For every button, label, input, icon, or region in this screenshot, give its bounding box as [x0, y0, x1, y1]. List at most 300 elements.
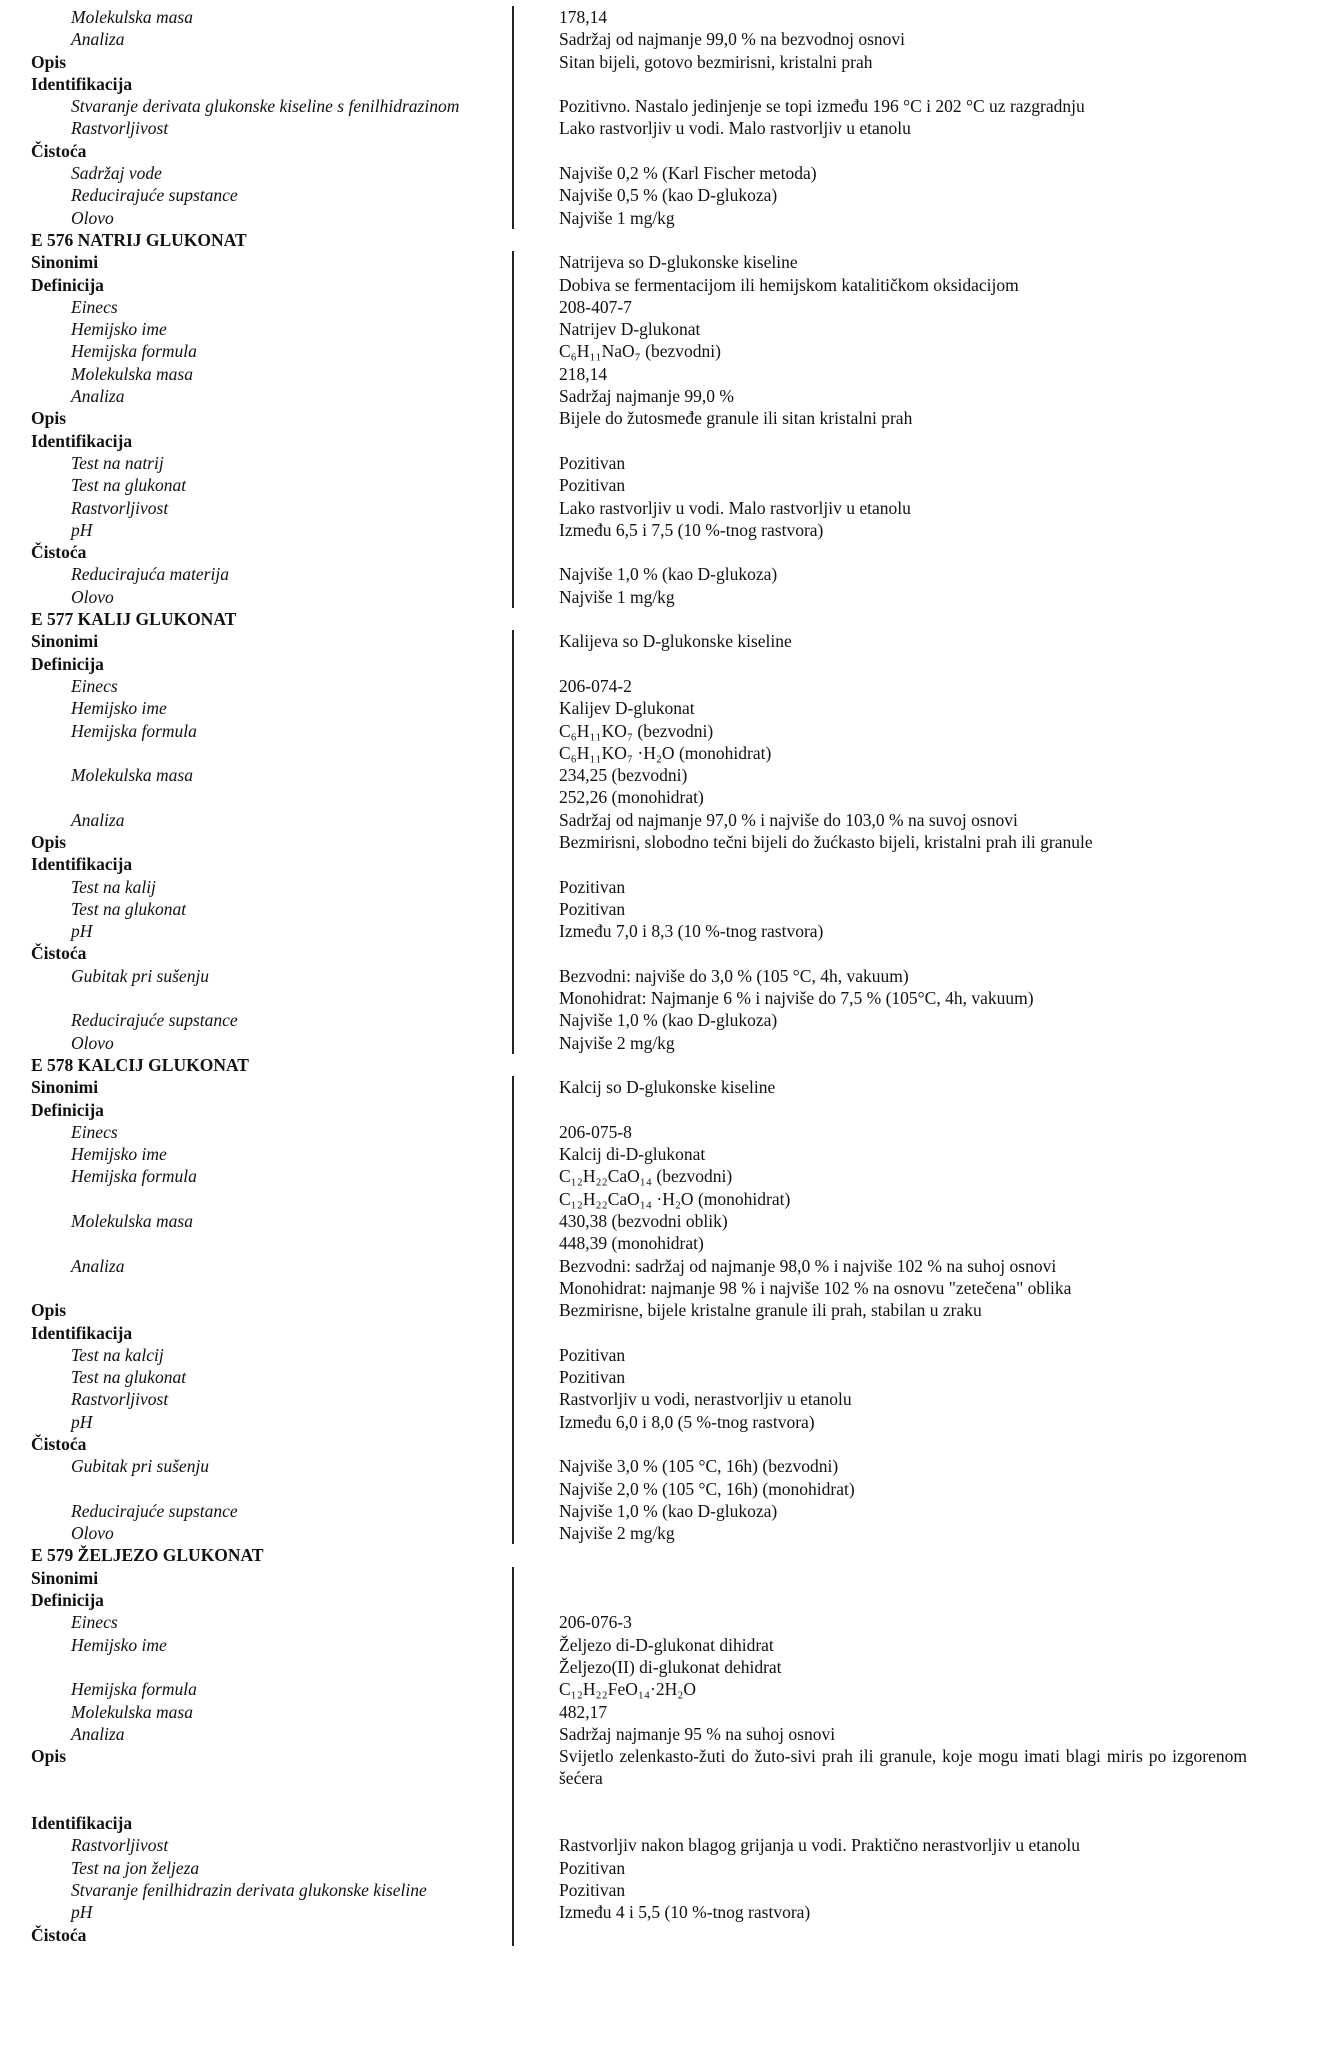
- spec-label: Einecs: [71, 675, 118, 696]
- spec-label: Sinonimi: [31, 252, 99, 273]
- column-divider: [512, 140, 559, 162]
- spec-label: Stvaranje fenilhidrazin derivata glukonske kiseline: [71, 1879, 427, 1900]
- spec-value-line: Kalijeva so D-glukonske kiseline: [559, 631, 792, 652]
- spec-value: [559, 1121, 1294, 1143]
- spec-value: [559, 1589, 1294, 1611]
- spec-label: Reducirajuće supstance: [71, 1010, 238, 1031]
- spec-value-line: Najviše 1,0 % (kao D-glukoza): [559, 564, 778, 585]
- column-divider: [512, 942, 559, 964]
- spec-value-line: Između 6,0 i 8,0 (5 %-tnog rastvora): [559, 1411, 815, 1432]
- section-title: E 577 KALIJ GLUKONAT: [31, 609, 237, 630]
- column-divider: [512, 1812, 559, 1834]
- spec-value: [559, 1076, 1294, 1098]
- section-title: E 579 ŽELJEZO GLUKONAT: [31, 1545, 264, 1566]
- spec-label: Einecs: [71, 1121, 118, 1142]
- spec-row-identifikacija: [0, 430, 1340, 452]
- spec-label: Opis: [31, 408, 67, 429]
- spec-value: [559, 563, 1294, 585]
- spec-row-cistoca: [0, 942, 1340, 964]
- spec-value: [559, 965, 1294, 1010]
- spec-value-line: Pozitivan: [559, 1344, 626, 1365]
- spec-value-line: C₁₂H₂₂FeO₁₄·2H₂O: [559, 1679, 697, 1700]
- spec-row-identifikacija: [0, 853, 1340, 875]
- spec-row-opis: [0, 51, 1340, 73]
- spec-value: [559, 6, 1294, 28]
- spec-value-line: Najviše 0,5 % (kao D-glukoza): [559, 185, 778, 206]
- spec-row-sadrzaj-vode: [0, 162, 1340, 184]
- spec-value-line: Sitan bijeli, gotovo bezmirisni, kristalni prah: [559, 51, 873, 72]
- spec-value-line: Najviše 3,0 % (105 °C, 16h) (bezvodni): [559, 1456, 839, 1477]
- spec-row-einecs: [0, 675, 1340, 697]
- spec-row-sinonimi: [0, 1567, 1340, 1589]
- spec-value: [559, 340, 1294, 362]
- spec-value: [559, 853, 1294, 875]
- column-divider: [512, 95, 559, 117]
- spec-value: [559, 1522, 1294, 1544]
- column-divider: [512, 1366, 559, 1388]
- spec-row-hemijska-formula: [0, 340, 1340, 362]
- spec-label: Molekulska masa: [71, 7, 193, 27]
- spec-label: Hemijsko ime: [71, 1144, 167, 1165]
- spec-value-line: Najviše 2 mg/kg: [559, 1032, 675, 1053]
- column-divider: [512, 430, 559, 452]
- spec-row-gubitak-pri-susenju: [0, 1455, 1340, 1500]
- spec-row-test-na-natrij: [0, 452, 1340, 474]
- spec-value: [559, 1366, 1294, 1388]
- spec-value: [559, 898, 1294, 920]
- spec-value-line: [559, 229, 1247, 251]
- column-divider: [512, 6, 559, 28]
- spec-value-line: Najviše 2 mg/kg: [559, 1523, 675, 1544]
- column-divider: [512, 1054, 559, 1076]
- spec-label: Molekulska masa: [71, 765, 193, 786]
- column-divider: [512, 831, 559, 853]
- spec-row-definicija: [0, 653, 1340, 675]
- column-divider: [512, 1322, 559, 1344]
- spec-value-line: Svijetlo zelenkasto-žuti do žuto-sivi prah ili granule, koje mogu imati blagi miris po izgorenom šećera: [559, 1746, 1247, 1789]
- column-divider: [512, 407, 559, 429]
- column-divider: [512, 73, 559, 95]
- spec-row-cistoca: [0, 1924, 1340, 1946]
- spec-value: [559, 162, 1294, 184]
- column-divider: [512, 251, 559, 273]
- spec-row-opis: [0, 831, 1340, 853]
- column-divider: [512, 519, 559, 541]
- spec-value: [559, 1901, 1294, 1923]
- column-divider: [512, 1143, 559, 1165]
- spec-value: [559, 586, 1294, 608]
- spec-value: [559, 920, 1294, 942]
- spec-label: Hemijsko ime: [71, 319, 167, 340]
- spec-value: [559, 1879, 1294, 1901]
- spec-value: [559, 1411, 1294, 1433]
- spec-label: Opis: [31, 831, 67, 852]
- column-divider: [512, 184, 559, 206]
- spec-label: Test na kalij: [71, 876, 156, 897]
- spec-row-blank: [0, 1790, 1340, 1812]
- spec-value-line: [559, 653, 1247, 675]
- spec-label: pH: [71, 921, 93, 942]
- spec-value-line: 448,39 (monohidrat): [559, 1233, 704, 1254]
- spec-value: [559, 630, 1294, 652]
- spec-value: [559, 407, 1294, 429]
- spec-row-sinonimi: [0, 1076, 1340, 1098]
- column-divider: [512, 1522, 559, 1544]
- spec-label: Reducirajuće supstance: [71, 1500, 238, 1521]
- spec-row-analiza: [0, 28, 1340, 50]
- spec-label: Identifikacija: [31, 1813, 133, 1834]
- spec-row-analiza: [0, 385, 1340, 407]
- section-heading-row: [0, 229, 1340, 251]
- spec-value: [559, 430, 1294, 452]
- spec-value-line: Bezmirisne, bijele kristalne granule ili prah, stabilan u zraku: [559, 1300, 982, 1321]
- spec-value: [559, 1723, 1294, 1745]
- spec-value-line: Željezo(II) di-glukonat dehidrat: [559, 1656, 782, 1677]
- spec-value-line: [559, 1099, 1247, 1121]
- spec-value: [559, 1299, 1294, 1321]
- spec-value-line: [559, 853, 1247, 875]
- spec-label: Molekulska masa: [71, 1701, 193, 1722]
- spec-row-einecs: [0, 1121, 1340, 1143]
- spec-value: [559, 1924, 1294, 1946]
- spec-value: [559, 318, 1294, 340]
- spec-row-einecs: [0, 296, 1340, 318]
- column-divider: [512, 162, 559, 184]
- spec-value-line: 252,26 (monohidrat): [559, 787, 704, 808]
- spec-value-line: C₆H₁₁NaO₇ (bezvodni): [559, 341, 721, 362]
- column-divider: [512, 117, 559, 139]
- column-divider: [512, 340, 559, 362]
- column-divider: [512, 1121, 559, 1143]
- column-divider: [512, 563, 559, 585]
- column-divider: [512, 207, 559, 229]
- spec-value: [559, 1032, 1294, 1054]
- spec-row-reducirajuce-supstance: [0, 184, 1340, 206]
- spec-row-definicija: [0, 1099, 1340, 1121]
- spec-row-hemijsko-ime: [0, 318, 1340, 340]
- spec-value-line: 218,14: [559, 363, 608, 384]
- spec-row-identifikacija: [0, 1812, 1340, 1834]
- spec-label: Hemijska formula: [71, 341, 197, 362]
- spec-row-identifikacija: [0, 73, 1340, 95]
- spec-row-einecs: [0, 1611, 1340, 1633]
- column-divider: [512, 1099, 559, 1121]
- spec-row-reducirajuca-materija: [0, 563, 1340, 585]
- spec-value-line: [559, 430, 1247, 452]
- spec-label: Sinonimi: [31, 1077, 99, 1098]
- spec-row-hemijsko-ime: [0, 1634, 1340, 1679]
- column-divider: [512, 296, 559, 318]
- column-divider: [512, 586, 559, 608]
- column-divider: [512, 474, 559, 496]
- spec-value: [559, 1544, 1294, 1566]
- spec-row-opis: [0, 1745, 1340, 1790]
- spec-value: [559, 207, 1294, 229]
- spec-row-definicija: [0, 1589, 1340, 1611]
- spec-row-hemijsko-ime: [0, 697, 1340, 719]
- spec-label: Test na glukonat: [71, 1367, 187, 1388]
- spec-label: Stvaranje derivata glukonske kiseline s fenilhidrazinom: [71, 96, 460, 117]
- spec-value-line: Između 6,5 i 7,5 (10 %-tnog rastvora): [559, 519, 824, 540]
- spec-value-line: Rastvorljiv nakon blagog grijanja u vodi. Praktično nerastvorljiv u etanolu: [559, 1835, 1081, 1856]
- spec-row-test-na-glukonat: [0, 474, 1340, 496]
- spec-value: [559, 720, 1294, 765]
- spec-row-olovo: [0, 1522, 1340, 1544]
- spec-value-line: [559, 608, 1247, 630]
- spec-row-ph: [0, 1901, 1340, 1923]
- column-divider: [512, 1255, 559, 1300]
- spec-value-line: Pozitivan: [559, 452, 626, 473]
- spec-label: Čistoća: [31, 542, 87, 563]
- spec-label: Opis: [31, 51, 67, 72]
- spec-value: [559, 51, 1294, 73]
- spec-value: [559, 296, 1294, 318]
- spec-value: [559, 73, 1294, 95]
- spec-row-molekulska-masa: [0, 6, 1340, 28]
- spec-value-line: 206-076-3: [559, 1612, 632, 1633]
- spec-value: [559, 1165, 1294, 1210]
- column-divider: [512, 1388, 559, 1410]
- column-divider: [512, 1701, 559, 1723]
- column-divider: [512, 1210, 559, 1255]
- spec-row-olovo: [0, 586, 1340, 608]
- spec-value-line: [559, 942, 1247, 964]
- spec-row-ph: [0, 920, 1340, 942]
- spec-label: Analiza: [71, 1723, 125, 1744]
- column-divider: [512, 1790, 559, 1812]
- spec-row-opis: [0, 1299, 1340, 1321]
- column-divider: [512, 1611, 559, 1633]
- spec-value: [559, 452, 1294, 474]
- spec-value: [559, 1099, 1294, 1121]
- spec-value-line: Monohidrat: Najmanje 6 % i najviše do 7,5 % (105°C, 4h, vakuum): [559, 988, 1034, 1009]
- spec-row-analiza: [0, 809, 1340, 831]
- spec-value: [559, 1567, 1294, 1589]
- spec-value-line: Sadržaj od najmanje 97,0 % i najviše do 103,0 % na suvoj osnovi: [559, 809, 1018, 830]
- spec-value-line: [559, 1812, 1247, 1834]
- spec-value-line: Bezvodni: najviše do 3,0 % (105 °C, 4h, vakuum): [559, 965, 909, 986]
- spec-row-ph: [0, 519, 1340, 541]
- spec-value-line: Najviše 0,2 % (Karl Fischer metoda): [559, 163, 817, 184]
- section-heading-row: [0, 608, 1340, 630]
- spec-value: [559, 1678, 1294, 1700]
- spec-value-line: Najviše 1,0 % (kao D-glukoza): [559, 1010, 778, 1031]
- spec-value: [559, 95, 1294, 117]
- column-divider: [512, 1678, 559, 1700]
- column-divider: [512, 608, 559, 630]
- spec-row-hemijsko-ime: [0, 1143, 1340, 1165]
- spec-value-line: 234,25 (bezvodni): [559, 765, 688, 786]
- spec-label: Reducirajuća materija: [71, 564, 229, 585]
- spec-value-line: Sadržaj najmanje 95 % na suhoj osnovi: [559, 1723, 836, 1744]
- spec-value: [559, 809, 1294, 831]
- spec-value: [559, 1433, 1294, 1455]
- spec-value-line: 206-074-2: [559, 675, 632, 696]
- spec-value: [559, 1634, 1294, 1679]
- column-divider: [512, 1745, 559, 1790]
- spec-value: [559, 1344, 1294, 1366]
- spec-label: Test na natrij: [71, 452, 164, 473]
- spec-value-line: Dobiva se fermentacijom ili hemijskom katalitičkom oksidacijom: [559, 274, 1019, 295]
- spec-value-line: [559, 140, 1247, 162]
- spec-label: Analiza: [71, 386, 125, 407]
- column-divider: [512, 1032, 559, 1054]
- spec-label: Molekulska masa: [71, 1211, 193, 1232]
- spec-value-line: Bezmirisni, slobodno tečni bijeli do žućkasto bijeli, kristalni prah ili granule: [559, 831, 1093, 852]
- column-divider: [512, 1879, 559, 1901]
- spec-value: [559, 1611, 1294, 1633]
- column-divider: [512, 764, 559, 809]
- spec-label: Sadržaj vode: [71, 163, 162, 184]
- spec-label: Definicija: [31, 274, 104, 295]
- spec-value: [559, 363, 1294, 385]
- spec-value-line: Lako rastvorljiv u vodi. Malo rastvorljiv u etanolu: [559, 118, 911, 139]
- spec-row-molekulska-masa: [0, 363, 1340, 385]
- spec-value: [559, 764, 1294, 809]
- spec-value: [559, 697, 1294, 719]
- spec-label: Reducirajuće supstance: [71, 185, 238, 206]
- spec-value: [559, 942, 1294, 964]
- spec-row-test-na-kalij: [0, 876, 1340, 898]
- spec-row-cistoca: [0, 140, 1340, 162]
- spec-value-line: C₁₂H₂₂CaO₁₄ ·H₂O (monohidrat): [559, 1188, 791, 1209]
- column-divider: [512, 1589, 559, 1611]
- column-divider: [512, 1901, 559, 1923]
- spec-row-opis: [0, 407, 1340, 429]
- spec-label: Opis: [31, 1300, 67, 1321]
- spec-value-line: [559, 541, 1247, 563]
- spec-row-rastvorljivost: [0, 1834, 1340, 1856]
- spec-value: [559, 1455, 1294, 1500]
- spec-label: pH: [71, 519, 93, 540]
- spec-value-line: [559, 73, 1247, 95]
- spec-label: Analiza: [71, 809, 125, 830]
- column-divider: [512, 720, 559, 765]
- spec-value-line: [559, 1433, 1247, 1455]
- spec-value: [559, 28, 1294, 50]
- spec-value-line: [559, 1924, 1247, 1946]
- spec-value: [559, 1701, 1294, 1723]
- spec-value-line: C₆H₁₁KO₇ ·H₂O (monohidrat): [559, 742, 772, 763]
- spec-value: [559, 1255, 1294, 1300]
- spec-label: Molekulska masa: [71, 363, 193, 384]
- spec-value: [559, 1143, 1294, 1165]
- document-page: [0, 6, 1340, 1946]
- column-divider: [512, 898, 559, 920]
- spec-value-line: Kalcij so D-glukonske kiseline: [559, 1077, 776, 1098]
- spec-value: [559, 608, 1294, 630]
- spec-value: [559, 1388, 1294, 1410]
- column-divider: [512, 1076, 559, 1098]
- column-divider: [512, 630, 559, 652]
- spec-row-rastvorljivost: [0, 117, 1340, 139]
- spec-value: [559, 251, 1294, 273]
- column-divider: [512, 1857, 559, 1879]
- spec-label: Hemijska formula: [71, 720, 197, 741]
- spec-row-identifikacija: [0, 1322, 1340, 1344]
- section-title: E 576 NATRIJ GLUKONAT: [31, 229, 247, 250]
- spec-value: [559, 675, 1294, 697]
- column-divider: [512, 497, 559, 519]
- spec-label: Hemijska formula: [71, 1166, 197, 1187]
- column-divider: [512, 28, 559, 50]
- spec-value-line: Pozitivno. Nastalo jedinjenje se topi između 196 °C i 202 °C uz razgradnju: [559, 96, 1085, 117]
- column-divider: [512, 363, 559, 385]
- spec-value-line: Monohidrat: najmanje 98 % i najviše 102 % na osnovu "zetečena" oblika: [559, 1277, 1072, 1298]
- spec-label: Test na glukonat: [71, 898, 187, 919]
- spec-value-line: Natrijev D-glukonat: [559, 319, 701, 340]
- spec-label: Einecs: [71, 1612, 118, 1633]
- spec-row-gubitak-pri-susenju: [0, 965, 1340, 1010]
- spec-value: [559, 474, 1294, 496]
- column-divider: [512, 1834, 559, 1856]
- spec-label: Test na glukonat: [71, 475, 187, 496]
- spec-label: Olovo: [71, 1032, 114, 1053]
- spec-label: Gubitak pri sušenju: [71, 965, 210, 986]
- spec-value-line: C₆H₁₁KO₇ (bezvodni): [559, 720, 714, 741]
- column-divider: [512, 541, 559, 563]
- spec-value: [559, 274, 1294, 296]
- spec-value: [559, 1054, 1294, 1076]
- spec-label: Analiza: [71, 1255, 125, 1276]
- spec-row-test-na-glukonat: [0, 898, 1340, 920]
- spec-value-line: Najviše 1 mg/kg: [559, 207, 675, 228]
- column-divider: [512, 1344, 559, 1366]
- spec-value-line: Željezo di-D-glukonat dihidrat: [559, 1634, 774, 1655]
- column-divider: [512, 653, 559, 675]
- spec-row-hemijska-formula: [0, 1678, 1340, 1700]
- spec-value-line: Sadržaj od najmanje 99,0 % na bezvodnoj osnovi: [559, 29, 906, 50]
- spec-value: [559, 876, 1294, 898]
- spec-value-line: Kalcij di-D-glukonat: [559, 1144, 706, 1165]
- spec-value: [559, 1210, 1294, 1255]
- spec-row-cistoca: [0, 1433, 1340, 1455]
- column-divider: [512, 452, 559, 474]
- spec-value-line: Bijele do žutosmeđe granule ili sitan kristalni prah: [559, 408, 913, 429]
- spec-label: Olovo: [71, 207, 114, 228]
- spec-value: [559, 519, 1294, 541]
- spec-value: [559, 184, 1294, 206]
- spec-value: [559, 1834, 1294, 1856]
- spec-value-line: 430,38 (bezvodni oblik): [559, 1211, 728, 1232]
- spec-value-line: C₁₂H₂₂CaO₁₄ (bezvodni): [559, 1166, 733, 1187]
- spec-value: [559, 1500, 1294, 1522]
- column-divider: [512, 1433, 559, 1455]
- spec-value-line: [559, 1567, 1247, 1589]
- spec-value: [559, 1857, 1294, 1879]
- column-divider: [512, 1411, 559, 1433]
- spec-label: Sinonimi: [31, 1567, 99, 1588]
- spec-label: Rastvorljivost: [71, 1389, 169, 1410]
- column-divider: [512, 965, 559, 1010]
- spec-label: Sinonimi: [31, 631, 99, 652]
- spec-value-line: Kalijev D-glukonat: [559, 698, 695, 719]
- spec-value: [559, 117, 1294, 139]
- spec-value-line: [559, 1054, 1247, 1076]
- spec-value: [559, 541, 1294, 563]
- spec-value-line: Pozitivan: [559, 1857, 626, 1878]
- spec-label: Čistoća: [31, 1924, 87, 1945]
- spec-label: Identifikacija: [31, 1322, 133, 1343]
- spec-value-line: Između 7,0 i 8,3 (10 %-tnog rastvora): [559, 921, 824, 942]
- spec-value-line: 206-075-8: [559, 1121, 632, 1142]
- spec-value: [559, 831, 1294, 853]
- spec-row-rastvorljivost: [0, 497, 1340, 519]
- spec-label: pH: [71, 1411, 93, 1432]
- spec-row-analiza: [0, 1723, 1340, 1745]
- section-heading-row: [0, 1054, 1340, 1076]
- spec-label: Rastvorljivost: [71, 497, 169, 518]
